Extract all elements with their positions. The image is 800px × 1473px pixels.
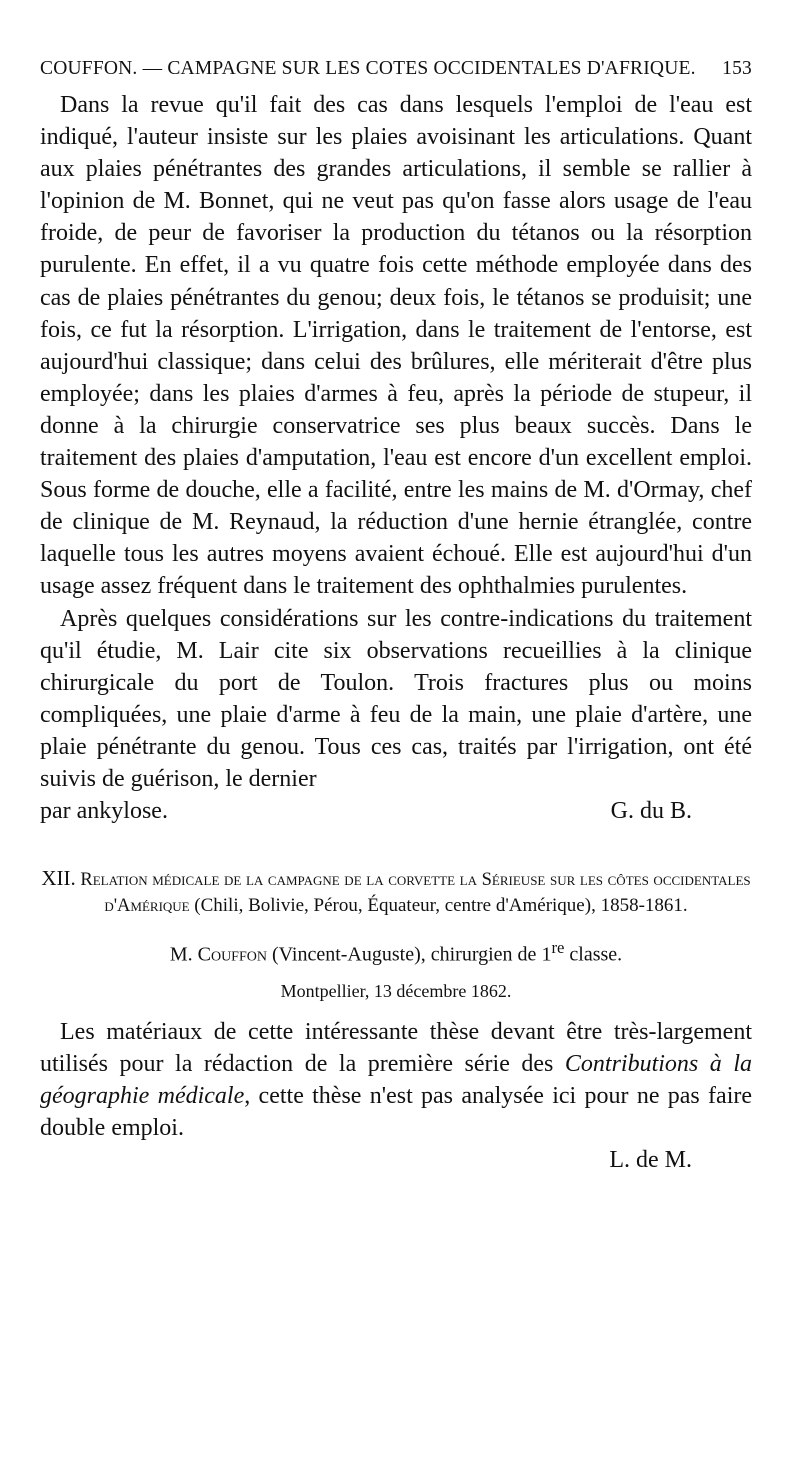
section-title-rest: (Chili, Bolivie, Pérou, Équateur, centre d'Amérique), 1858-1861. xyxy=(194,895,688,917)
section-number: XII. xyxy=(41,866,76,891)
author-details: (Vincent-Auguste), chirurgien de 1 xyxy=(271,943,552,966)
author-line xyxy=(40,938,752,967)
author-name: Couffon xyxy=(197,943,267,966)
author-superscript: re xyxy=(551,938,565,958)
author-class: classe. xyxy=(569,943,623,966)
review-signature-line xyxy=(40,1144,752,1176)
closing-line xyxy=(40,795,752,827)
section-title-smallcaps: Relation médicale de la campagne de la corvette la Sérieuse sur les côtes occidentales d'Amérique xyxy=(80,870,751,917)
closing-text: par ankylose. xyxy=(40,798,168,825)
book-page xyxy=(40,58,752,1176)
paragraph-2: Après quelques considérations sur les contre-indications du traitement qu'il étudie, M. Lair cite six observations recueillies à la clinique chirurgicale du port de Toulon. Trois fractures plus ou moins compliquées, une plaie d'arme à feu de la main, une plaie d'artère, une plaie pénétrante du genou. Tous ces cas, traités par l'irrigation, ont été suivis de guérison, le dernier xyxy=(40,605,752,792)
review-paragraph xyxy=(40,1016,752,1144)
running-head xyxy=(40,58,752,88)
signature-gdub: G. du B. xyxy=(610,798,692,825)
page-number: 153 xyxy=(722,58,752,79)
running-title: COUFFON. — CAMPAGNE SUR LES COTES OCCIDENTALES D'AFRIQUE. xyxy=(40,58,696,79)
place-date: Montpellier, 13 décembre 1862. xyxy=(280,980,512,1001)
review-text-after: , cette thèse n'est pas analysée ici pour ne pas faire double emploi. xyxy=(40,1082,753,1141)
review-text-before: Les matériaux de cette intéressante thèse devant être très-largement utilisés pour la rédaction de la première série des xyxy=(40,1018,752,1077)
section-heading xyxy=(40,865,752,919)
signature-ldem: L. de M. xyxy=(609,1147,692,1174)
paragraph-1: Dans la revue qu'il fait des cas dans lesquels l'emploi de l'eau est indiqué, l'auteur insiste sur les plaies avoisinant les articulations. Quant aux plaies pénétrantes des grandes articulations, il semble se rallier à l'opinion de M. Bonnet, qui ne veut pas qu'on fasse alors usage de l'eau froide, de peur de favoriser la production du tétanos ou la résorption purulente. En effet, il a vu quatre fois cette méthode employée dans des cas de plaies pénétrantes du genou; deux fois, le tétanos se produisit; une fois, ce fut la résorption. L'irrigation, dans le traitement de l'entorse, est aujourd'hui classique; dans celui des brûlures, elle mériterait d'être plus employée; dans les plaies d'armes à feu, après la période de stupeur, il donne à la chirurgie conservatrice ses plus beaux succès. Dans le traitement des plaies d'amputation, l'eau est encore d'un excellent emploi. Sous forme de douche, elle a facilité, entre les mains de M. d'Ormay, chef de clinique de M. Reynaud, la réduction d'une hernie étranglée, contre laquelle tous les autres moyens avaient échoué. Elle est aujourd'hui d'un usage assez fréquent dans le traitement des ophthalmies purulentes. xyxy=(40,92,752,600)
review-italic-title: Contributions à la géographie médicale xyxy=(40,1050,752,1109)
author-prefix: M. xyxy=(169,943,193,966)
